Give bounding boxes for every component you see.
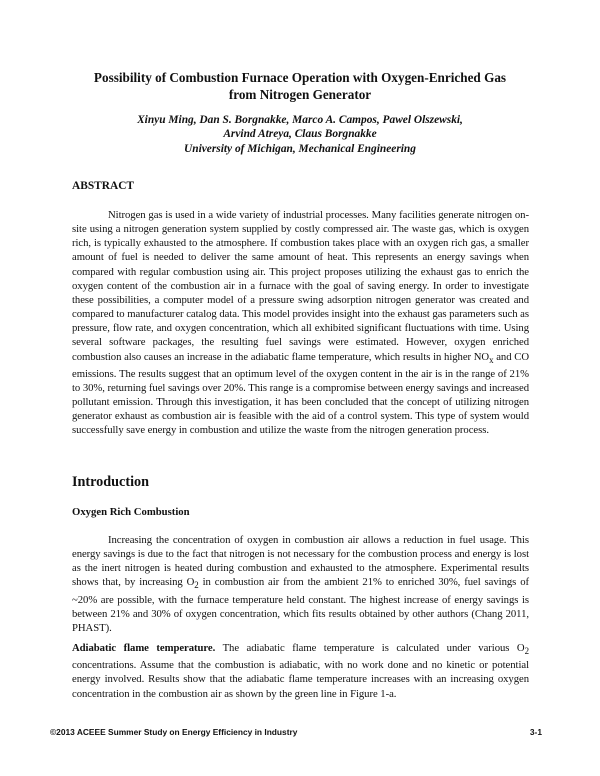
abstract-heading: ABSTRACT	[72, 180, 135, 192]
oxygen-rich-heading: Oxygen Rich Combustion	[72, 506, 190, 518]
adiabatic-subscript: 2	[524, 646, 529, 657]
adiabatic-text-1: The adiabatic flame temperature is calculated under various O	[215, 642, 525, 654]
introduction-heading: Introduction	[72, 474, 149, 490]
intro-text-2: in combustion air from the ambient 21% to enriched 30%, fuel savings of ~20% are possible, with the furnace temperature held constant. The highest increase of energy savings is between 21% and 30% of oxygen concentration, which fits results obtained by other authors (Chang 2011, PHAST).	[72, 576, 529, 635]
intro-paragraph	[72, 533, 529, 635]
abstract-text-1: Nitrogen gas is used in a wide variety of industrial processes. Many facilities generate nitrogen on-site using a nitrogen generation system supplied by costly compressed air. The waste gas, which is oxygen rich, is typically exhausted to the atmosphere. If combustion takes place with an oxygen rich gas, a smaller amount of fuel is needed to deliver the same amount of heat. This represents an energy savings when compared with regular combustion using air. This project proposes utilizing the exhaust gas to enrich the oxygen content of the combustion air in a furnace with the goal of saving energy. In order to investigate these possibilities, a computer model of a pressure swing adsorption nitrogen generator was created and compared to manufacturer catalog data. This model provides insight into the exhaust gas parameters such as pressure, flow rate, and oxygen concentration, which all exhibited significant fluctuations with time. Using several software packages, the resulting fuel savings were estimated. However, oxygen enriched combustion also causes an increase in the adiabatic flame temperature, which results in higher NO	[72, 209, 529, 363]
footer-copyright: ©2013 ACEEE Summer Study on Energy Efficiency in Industry	[50, 727, 298, 737]
title-line-2: from Nitrogen Generator	[228, 86, 372, 102]
adiabatic-text-2: concentrations. Assume that the combustion is adiabatic, with no work done and no kinetic or potential energy involved. Results show that the adiabatic flame temperature increases with an increasing oxygen concentration in the combustion air as shown by the green line in Figure 1-a.	[72, 659, 529, 700]
intro-subscript: 2	[194, 580, 199, 591]
paper-title	[60, 70, 540, 103]
abstract-subscript: x	[489, 354, 494, 365]
adiabatic-paragraph	[72, 641, 529, 701]
author-block	[60, 113, 540, 156]
page-number: 3-1	[529, 727, 542, 737]
intro-text-1: Increasing the concentration of oxygen in combustion air allows a reduction in fuel usage. This energy savings is due to the fact that nitrogen is not necessary for the combustion process and energy is lost as the inert nitrogen is heated during combustion and exhausted to the atmosphere. Experimental results shows that, by increasing O	[72, 534, 529, 589]
abstract-text-2: and CO emissions. The results suggest that an optimum level of the oxygen content in the air is in the range of 21% to 30%, returning fuel savings over 20%. This range is a compromise between energy savings and increased pollutant emission. Through this investigation, it has been concluded that the concept of utilizing nitrogen generator exhaust as combustion air is feasible with the aid of a control system. This type of system would successfully save energy in combustion and utilize the waste from the nitrogen generation process.	[72, 350, 529, 437]
title-line-1: Possibility of Combustion Furnace Operation with Oxygen-Enriched Gas	[93, 70, 507, 85]
adiabatic-lead: Adiabatic flame temperature.	[72, 642, 216, 654]
authors-line-2: Arvind Atreya, Claus Borgnakke	[223, 128, 377, 141]
authors-line-1: Xinyu Ming, Dan S. Borgnakke, Marco A. Campos, Pawel Olszewski,	[137, 114, 463, 126]
abstract-paragraph	[72, 208, 529, 438]
affiliation: University of Michigan, Mechanical Engineering	[184, 142, 416, 155]
